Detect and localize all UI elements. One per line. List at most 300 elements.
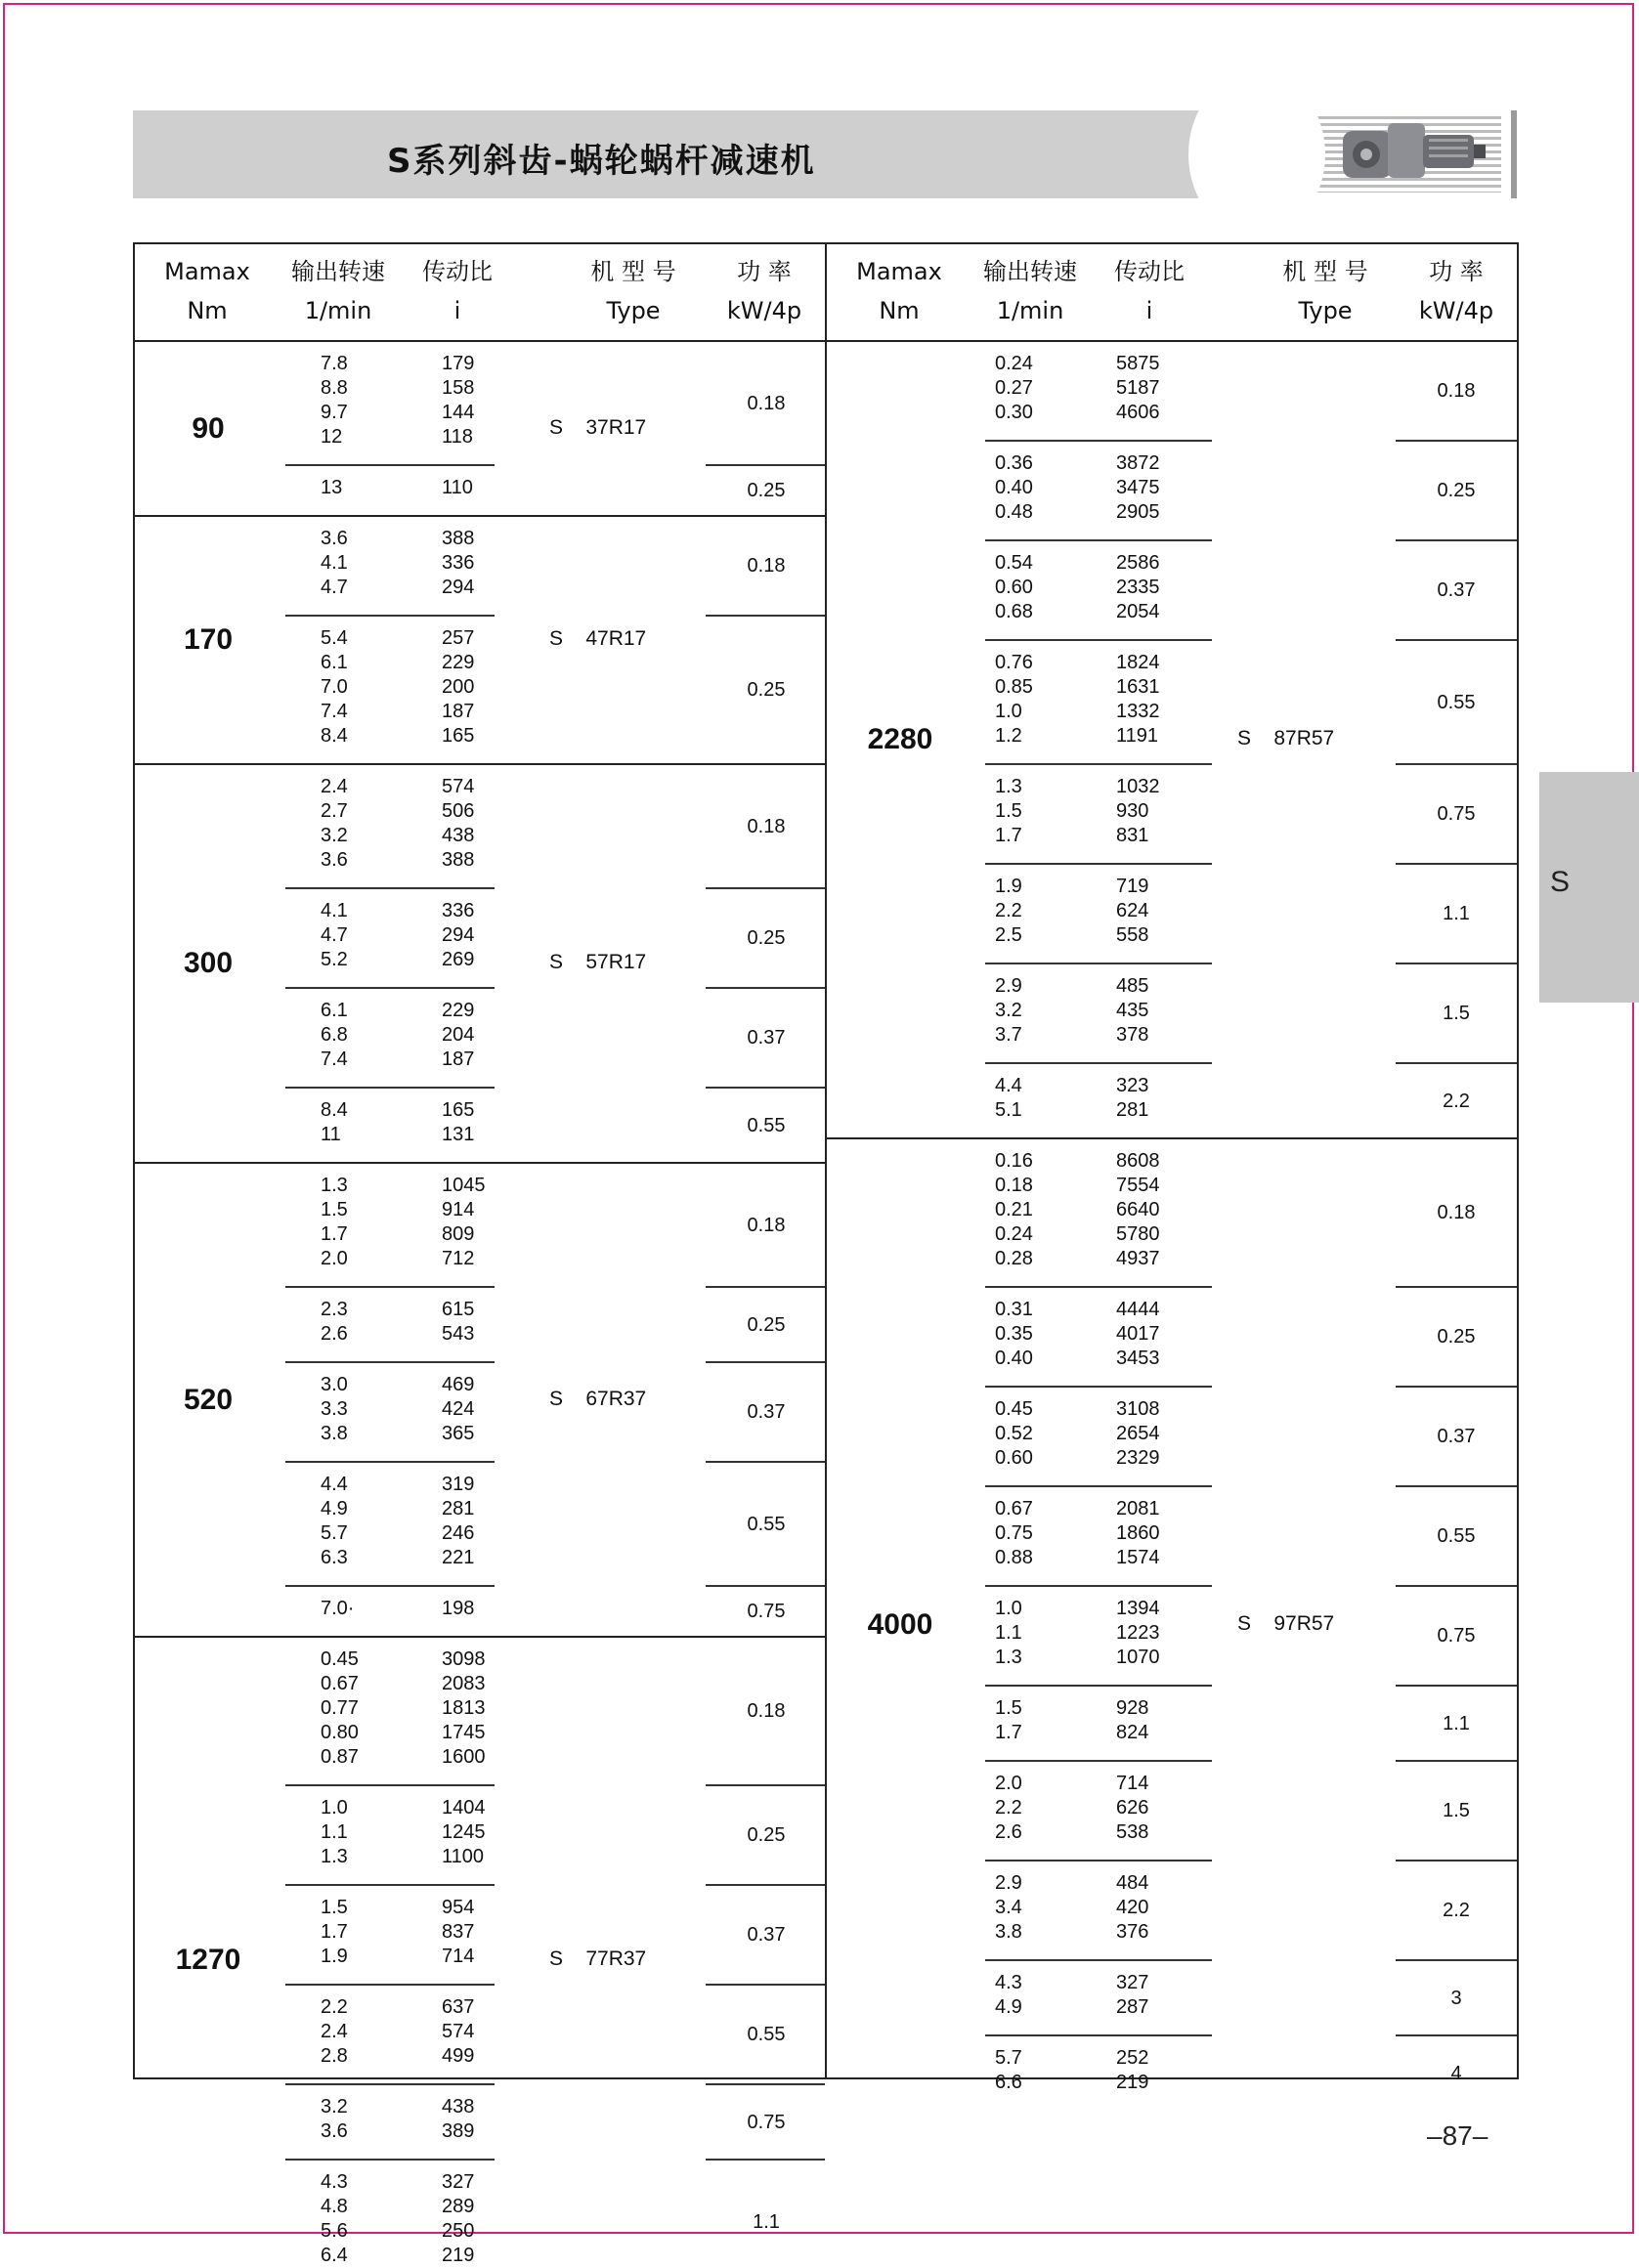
power-value: 0.25 [747,927,786,949]
ratio: 187 [442,1048,475,1070]
subgroup-rule [285,464,495,466]
power-value: 0.18 [1437,380,1476,402]
output-speed: 1.0 [995,1598,1022,1619]
center-divider [825,244,827,2077]
output-speed: 4.7 [321,924,348,946]
ratio: 3453 [1116,1348,1160,1369]
output-speed: 1.9 [321,1946,348,1967]
output-speed: 2.7 [321,800,348,822]
output-speed: 0.85 [995,676,1033,698]
power-value: 1.5 [1443,1800,1470,1821]
column-header-label: 功 率 [737,258,792,285]
output-speed: 3.6 [321,849,348,871]
ratio: 4017 [1116,1323,1160,1345]
power-value: 0.18 [747,392,786,414]
max-torque: 300 [183,947,234,979]
output-speed: 0.40 [995,1348,1033,1369]
subgroup-rule [985,2034,1212,2036]
output-speed: 2.2 [995,1797,1022,1819]
column-header-label: 传动比 [422,258,493,285]
output-speed: 7.4 [321,1048,348,1070]
max-torque: 1270 [175,1944,241,1976]
output-speed: 1.9 [995,876,1022,897]
output-speed: 8.4 [321,725,348,747]
ratio: 1745 [442,1722,486,1743]
ratio: 930 [1116,800,1149,822]
output-speed: 0.67 [995,1498,1033,1519]
output-speed: 1.3 [995,1647,1022,1668]
subgroup-rule [285,2159,495,2161]
max-torque: 520 [183,1383,234,1416]
subgroup-rule [285,1784,495,1786]
output-speed: 6.1 [321,1000,348,1021]
output-speed: 3.6 [321,2120,348,2142]
output-speed: 0.36 [995,452,1033,474]
column-header-unit: 1/min [996,297,1064,324]
output-speed: 5.7 [321,1522,348,1544]
model-type: S 57R17 [549,951,647,973]
output-speed: 2.2 [321,1996,348,2018]
output-speed: 3.2 [321,825,348,846]
output-speed: 9.7 [321,402,348,423]
ratio: 6640 [1116,1199,1160,1220]
ratio: 538 [1116,1821,1149,1843]
output-speed: 13 [321,477,343,498]
output-speed: 4.9 [321,1498,348,1519]
power-rule [1396,440,1517,442]
power-rule [1396,863,1517,865]
output-speed: 3.8 [321,1423,348,1444]
column-header-unit: i [453,297,461,324]
ratio: 219 [1116,2072,1149,2093]
ratio: 221 [442,1547,475,1568]
output-speed: 0.60 [995,577,1033,598]
column-header-label: 传动比 [1114,258,1185,285]
power-value: 0.55 [747,2024,786,2045]
subgroup-rule [285,615,495,617]
output-speed: 3.6 [321,528,348,549]
output-speed: 5.6 [321,2220,348,2242]
ratio: 2586 [1116,552,1160,574]
power-value: 0.75 [1437,1625,1476,1647]
power-value: 1.1 [753,2210,780,2233]
output-speed: 5.7 [995,2047,1022,2069]
output-speed: 2.9 [995,975,1022,997]
output-speed: 0.76 [995,652,1033,673]
power-rule [1396,1062,1517,1064]
column-header-label: Mamax [164,258,250,285]
ratio: 626 [1116,1797,1149,1819]
ratio: 1404 [442,1797,486,1819]
column-header-label: 机 型 号 [1282,258,1368,285]
output-speed: 5.1 [995,1099,1022,1121]
ratio: 3475 [1116,477,1160,498]
output-speed: 4.4 [995,1075,1022,1096]
power-rule [1396,1860,1517,1861]
ratio: 1824 [1116,652,1160,673]
power-rule [1396,1485,1517,1487]
output-speed: 2.4 [321,776,348,797]
power-value: 0.37 [747,1027,786,1048]
ratio: 323 [1116,1075,1149,1096]
ratio: 3872 [1116,452,1160,474]
section-tab-label: S [1550,866,1571,898]
output-speed: 6.6 [995,2072,1022,2093]
ratio: 624 [1116,900,1149,921]
power-rule [1396,1286,1517,1288]
subgroup-rule [985,1585,1212,1587]
output-speed: 1.5 [995,800,1022,822]
ratio: 4606 [1116,402,1160,423]
output-speed: 3.0 [321,1374,348,1395]
power-rule [706,887,825,889]
ratio: 484 [1116,1872,1149,1894]
ratio: 914 [442,1199,475,1220]
power-value: 0.18 [747,815,786,837]
power-rule [1396,539,1517,541]
power-value: 0.25 [1437,480,1476,501]
ratio: 118 [442,426,473,448]
power-rule [706,1461,825,1463]
output-speed: 0.24 [995,1223,1033,1245]
ratio: 485 [1116,975,1149,997]
output-speed: 7.0· [321,1598,355,1619]
subgroup-rule [985,440,1212,442]
ratio: 1223 [1116,1622,1160,1644]
output-speed: 8.8 [321,377,348,399]
ratio: 8608 [1116,1150,1160,1172]
ratio: 110 [442,477,473,498]
banner-edge [1511,110,1517,198]
ratio: 824 [1116,1722,1149,1743]
ratio: 837 [442,1921,475,1943]
output-speed: 6.4 [321,2245,348,2266]
ratio: 1070 [1116,1647,1160,1668]
ratio: 5780 [1116,1223,1160,1245]
ratio: 3098 [442,1648,486,1670]
ratio: 204 [442,1024,475,1046]
output-speed: 2.0 [995,1773,1022,1794]
output-speed: 2.9 [995,1872,1022,1894]
output-speed: 5.4 [321,627,348,649]
ratio: 1332 [1116,701,1160,722]
power-rule [706,615,825,617]
output-speed: 1.5 [995,1697,1022,1719]
group-rule [827,1137,1517,1139]
ratio: 229 [442,1000,475,1021]
ratio: 1394 [1116,1598,1160,1619]
ratio: 388 [442,849,475,871]
ratio: 558 [1116,924,1149,946]
page-number: –87– [1427,2120,1488,2151]
ratio: 420 [1116,1897,1149,1918]
subgroup-rule [285,1461,495,1463]
power-value: 0.37 [747,1401,786,1423]
subgroup-rule [985,1959,1212,1961]
column-header-unit: Nm [187,297,228,324]
ratio: 246 [442,1522,475,1544]
power-value: 1.5 [1443,1003,1470,1024]
subgroup-rule [985,963,1212,964]
subgroup-rule [985,1386,1212,1388]
ratio: 165 [442,1099,475,1121]
ratio: 187 [442,701,475,722]
ratio: 131 [442,1124,475,1145]
output-speed: 0.77 [321,1697,359,1719]
output-speed: 6.1 [321,652,348,673]
ratio: 389 [442,2120,475,2142]
output-speed: 0.24 [995,353,1033,374]
output-speed: 1.0 [995,701,1022,722]
power-value: 0.55 [747,1513,786,1535]
model-type: S 47R17 [549,627,647,650]
output-speed: 3.4 [995,1897,1022,1918]
ratio: 424 [442,1398,475,1420]
output-speed: 0.67 [321,1673,359,1694]
output-speed: 4.3 [995,1972,1022,1993]
ratio: 712 [442,1248,475,1269]
output-speed: 0.48 [995,501,1033,523]
ratio: 294 [442,577,475,598]
subgroup-rule [285,987,495,989]
subgroup-rule [285,887,495,889]
ratio: 5875 [1116,353,1160,374]
power-value: 2.2 [1443,1090,1470,1112]
model-type: S 67R37 [549,1387,647,1410]
ratio: 2329 [1116,1447,1160,1469]
ratio: 714 [1116,1773,1149,1794]
ratio: 1631 [1116,676,1160,698]
ratio: 435 [1116,1000,1149,1021]
output-speed: 0.45 [995,1398,1033,1420]
model-type: S 77R37 [549,1947,647,1970]
ratio: 1600 [442,1746,486,1768]
output-speed: 4.8 [321,2196,348,2217]
output-speed: 6.3 [321,1547,348,1568]
output-speed: 1.1 [995,1622,1022,1644]
ratio: 574 [442,776,475,797]
ratio: 269 [442,949,475,970]
power-rule [706,1087,825,1089]
ratio: 336 [442,900,475,921]
power-rule [706,1361,825,1363]
ratio: 438 [442,825,475,846]
subgroup-rule [285,1087,495,1089]
power-value: 0.55 [747,1114,786,1136]
output-speed: 2.3 [321,1299,348,1320]
output-speed: 12 [321,426,343,448]
model-type: S 97R57 [1237,1611,1335,1635]
ratio: 200 [442,676,475,698]
output-speed: 1.1 [321,1821,348,1843]
output-speed: 1.0 [321,1797,348,1819]
power-value: 3 [1450,1987,1462,2009]
power-rule [1396,2034,1517,2036]
ratio: 365 [442,1423,475,1444]
power-value: 0.18 [747,555,786,577]
output-speed: 4.1 [321,552,348,574]
ratio: 2905 [1116,501,1160,523]
subgroup-rule [985,1760,1212,1762]
group-rule [135,1636,827,1638]
ratio: 7554 [1116,1175,1160,1196]
output-speed: 1.7 [995,1722,1022,1743]
output-speed: 2.6 [995,1821,1022,1843]
ratio: 376 [1116,1921,1149,1943]
ratio: 809 [442,1223,475,1245]
power-rule [1396,639,1517,641]
output-speed: 0.68 [995,601,1033,622]
ratio: 499 [442,2045,475,2067]
power-value: 0.55 [1437,691,1476,713]
output-speed: 7.8 [321,353,348,374]
output-speed: 3.8 [995,1921,1022,1943]
power-rule [1396,1959,1517,1961]
output-speed: 2.0 [321,1248,348,1269]
output-speed: 0.80 [321,1722,359,1743]
title-banner [133,110,1519,198]
ratio: 637 [442,1996,475,2018]
subgroup-rule [985,1485,1212,1487]
output-speed: 7.0 [321,676,348,698]
power-rule [706,2159,825,2161]
ratio: 1191 [1116,725,1159,747]
output-speed: 6.8 [321,1024,348,1046]
subgroup-rule [985,863,1212,865]
column-header-label: 机 型 号 [590,258,676,285]
group-rule [135,515,827,517]
ratio: 2654 [1116,1423,1160,1444]
power-value: 1.1 [1443,903,1470,924]
ratio: 388 [442,528,475,549]
output-speed: 0.16 [995,1150,1033,1172]
output-speed: 2.8 [321,2045,348,2067]
column-header-unit: 1/min [304,297,372,324]
output-speed: 0.54 [995,552,1033,574]
output-speed: 4.4 [321,1474,348,1495]
output-speed: 1.2 [995,725,1022,747]
output-speed: 0.45 [321,1648,359,1670]
output-speed: 11 [321,1124,341,1145]
power-value: 0.75 [1437,803,1476,825]
output-speed: 4.9 [995,1996,1022,2018]
subgroup-rule [985,639,1212,641]
power-rule [1396,1760,1517,1762]
subgroup-rule [285,1585,495,1587]
subgroup-rule [285,2083,495,2085]
power-rule [706,2083,825,2085]
ratio: 4444 [1116,1299,1160,1320]
power-rule [1396,1585,1517,1587]
output-speed: 4.7 [321,577,348,598]
power-value: 0.25 [747,1313,786,1336]
ratio: 469 [442,1374,475,1395]
output-speed: 1.3 [321,1175,348,1196]
output-speed: 0.31 [995,1299,1033,1320]
output-speed: 2.2 [995,900,1022,921]
ratio: 281 [442,1498,475,1519]
ratio: 543 [442,1323,475,1345]
max-torque: 90 [192,411,225,445]
power-value: 0.55 [1437,1525,1476,1547]
power-rule [1396,963,1517,964]
ratio: 158 [442,377,475,399]
power-rule [1396,1386,1517,1388]
output-speed: 0.40 [995,477,1033,498]
ratio: 179 [442,353,475,374]
power-value: 0.75 [747,2111,786,2133]
power-value: 0.18 [1437,1202,1476,1223]
power-rule [1396,1685,1517,1687]
subgroup-rule [285,1286,495,1288]
ratio: 1813 [442,1697,486,1719]
output-speed: 1.7 [321,1223,348,1245]
ratio: 252 [1116,2047,1149,2069]
output-speed: 1.5 [321,1897,348,1918]
ratio: 289 [442,2196,475,2217]
ratio: 336 [442,552,475,574]
model-type: S 87R57 [1237,727,1335,749]
power-value: 0.37 [747,1924,786,1946]
ratio: 714 [442,1946,475,1967]
output-speed: 0.30 [995,402,1033,423]
output-speed: 0.27 [995,377,1033,399]
power-rule [706,1984,825,1986]
ratio: 615 [442,1299,475,1320]
power-rule [706,1286,825,1288]
ratio: 1032 [1116,776,1160,797]
subgroup-rule [985,763,1212,765]
ratio: 287 [1116,1996,1149,2018]
power-rule [706,987,825,989]
ratio: 319 [442,1474,475,1495]
output-speed: 2.5 [995,924,1022,946]
output-speed: 1.7 [995,825,1022,846]
output-speed: 0.21 [995,1199,1033,1220]
column-header-label: 功 率 [1429,258,1484,285]
output-speed: 3.2 [321,2096,348,2118]
output-speed: 4.3 [321,2171,348,2193]
output-speed: 4.1 [321,900,348,921]
ratio: 327 [1116,1972,1149,1993]
section-tab [1539,772,1639,1003]
ratio: 5187 [1116,377,1160,399]
ratio: 144 [442,402,475,423]
column-header-unit: kW/4p [726,297,802,324]
column-header-unit: Nm [879,297,920,324]
subgroup-rule [285,1361,495,1363]
column-header-unit: Type [606,297,661,324]
power-value: 0.25 [747,679,786,701]
ratio: 165 [442,725,475,747]
output-speed: 3.2 [995,1000,1022,1021]
max-torque: 4000 [867,1607,933,1641]
gearmotor-image [1341,117,1488,190]
ratio: 506 [442,800,475,822]
subgroup-rule [985,1860,1212,1861]
ratio: 378 [1116,1024,1149,1046]
subgroup-rule [985,1062,1212,1064]
power-rule [706,1884,825,1886]
ratio: 438 [442,2096,475,2118]
output-speed: 0.52 [995,1423,1033,1444]
output-speed: 0.87 [321,1746,359,1768]
power-value: 1.1 [1443,1712,1470,1734]
subgroup-rule [285,1984,495,1986]
ratio: 294 [442,924,475,946]
ratio: 719 [1116,876,1149,897]
subgroup-rule [285,1884,495,1886]
